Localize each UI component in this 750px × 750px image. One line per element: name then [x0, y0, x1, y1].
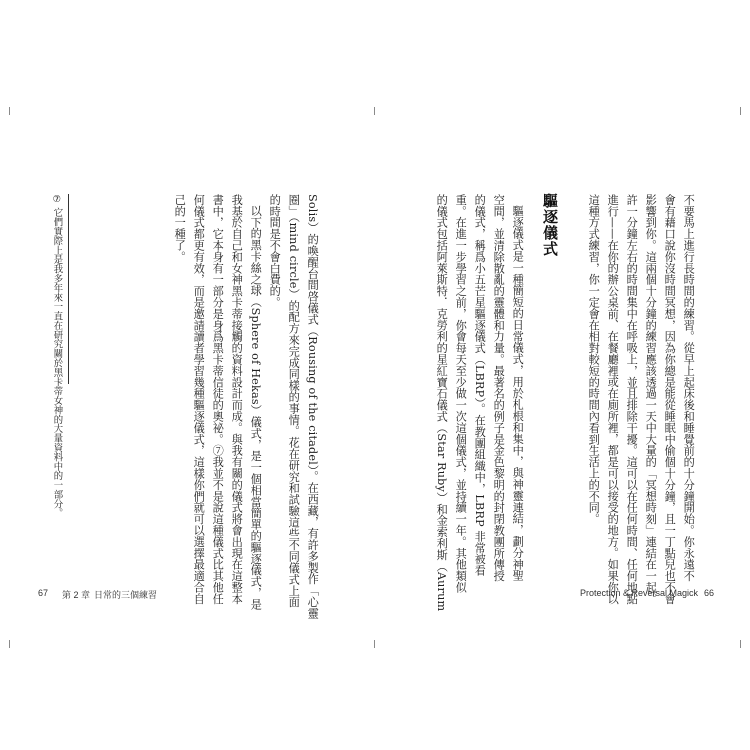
right-page-paragraph-line: 影響到你。這兩個十分鐘的練習應該透過一天中大量的「冥想時刻」連結在一起。 — [644, 194, 658, 605]
left-page-paragraph-line: 己的一種了。 — [173, 194, 187, 263]
page-number-left: 67 — [38, 588, 49, 598]
section-heading: 驅逐儀式 — [541, 193, 559, 257]
left-page-paragraph-line: Solis）的喚醒台間啓儀式（Rousing of the citadel）。在西藏，有許多製作「心靈 — [306, 194, 320, 619]
crop-mark-top-right — [740, 107, 741, 115]
left-page-paragraph-line: 以下的黑卡絲之球（Sphere of Hekas）儀式，是一個相當簡單的驅逐儀式，是 — [249, 205, 263, 610]
chapter-label: 第 2 章 — [62, 590, 91, 600]
right-page-paragraph-line: 不要馬上進行長時間的練習。從早上起床後和睡覺前的十分鐘開始。你永遠不 — [682, 194, 696, 582]
left-page-paragraph-line: 的時間是不會白費的。 — [268, 194, 282, 308]
crop-mark-bottom-center — [374, 640, 375, 648]
footnote: ⑦ 它們實際上是我多年來一直在研究關於黑卡蒂女神的大量資料中的一部分。 — [51, 194, 63, 518]
left-page-paragraph-line: 圈」（mind circle）的配方來完成同樣的事情。花在研究和試驗這些不同儀式上面 — [287, 194, 301, 608]
crop-mark-bottom-right — [740, 640, 741, 648]
crop-mark-top-center — [374, 107, 375, 115]
left-page-paragraph-line: 何儀式都更有效，而是邀請讀者學習幾種驅逐儀式，這樣你們就可以選擇最適合自 — [192, 194, 206, 605]
crop-mark-top-left — [9, 107, 10, 115]
right-page-paragraph-line: 重。在進一步學習之前，你會每天至少做一次這個儀式，並持續一年。其他類似 — [454, 194, 468, 593]
right-page-paragraph-line: 進行——在你的辦公桌前、在餐廳裡或在廁所裡，都是可以接受的地方。如果你以 — [606, 194, 620, 605]
running-title: Protection & Reversal Magick — [580, 588, 699, 598]
footnote-rule — [68, 194, 69, 384]
right-page-paragraph-line: 空間，並清除散亂的靈體和力量。最著名的例子是金色黎明的封閉教團所傳授 — [492, 194, 506, 582]
left-page-paragraph-line: 我基於自己和女神黑卡蒂接觸的資料設計而成。與我有關的儀式將會出現在這整本 — [230, 194, 244, 605]
right-page-paragraph-line: 的儀式，稱爲小五芒星驅逐儀式（LBRP）。在教團組織中，LBRP 非常被看 — [473, 194, 487, 577]
left-page-paragraph-line: 書中，它本身有一部分是身爲黑卡蒂信徒的奧祕。⑦我並不是說這種儀式比其他任 — [211, 194, 225, 605]
chapter-title: 日常的三個練習 — [94, 590, 158, 600]
right-page-paragraph-line: 會有藉口說你沒時間冥想，因為你總是能從睡眠中偷個十分鐘，且一丁點兒也不會 — [663, 194, 677, 605]
right-page-paragraph-line: 許一分鐘左右的時間集中在呼吸上，並且排除干擾。這可以在任何時間、任何地點 — [625, 194, 639, 605]
crop-mark-bottom-left — [9, 640, 10, 648]
right-page-paragraph-line: 這種方式練習，你一定會在相對較短的時間內看到生活上的不同。 — [587, 194, 601, 525]
right-page-paragraph-line: 驅逐儀式是一種簡短的日常儀式，用於札根和集中，與神靈連結，劃分神聖 — [511, 205, 525, 582]
right-page-paragraph-line: 的儀式包括阿萊斯特．克勞利的星紅寶石儀式（Star Ruby）和金索利斯（Aurum — [435, 194, 449, 612]
page-number-right: 66 — [704, 588, 715, 598]
